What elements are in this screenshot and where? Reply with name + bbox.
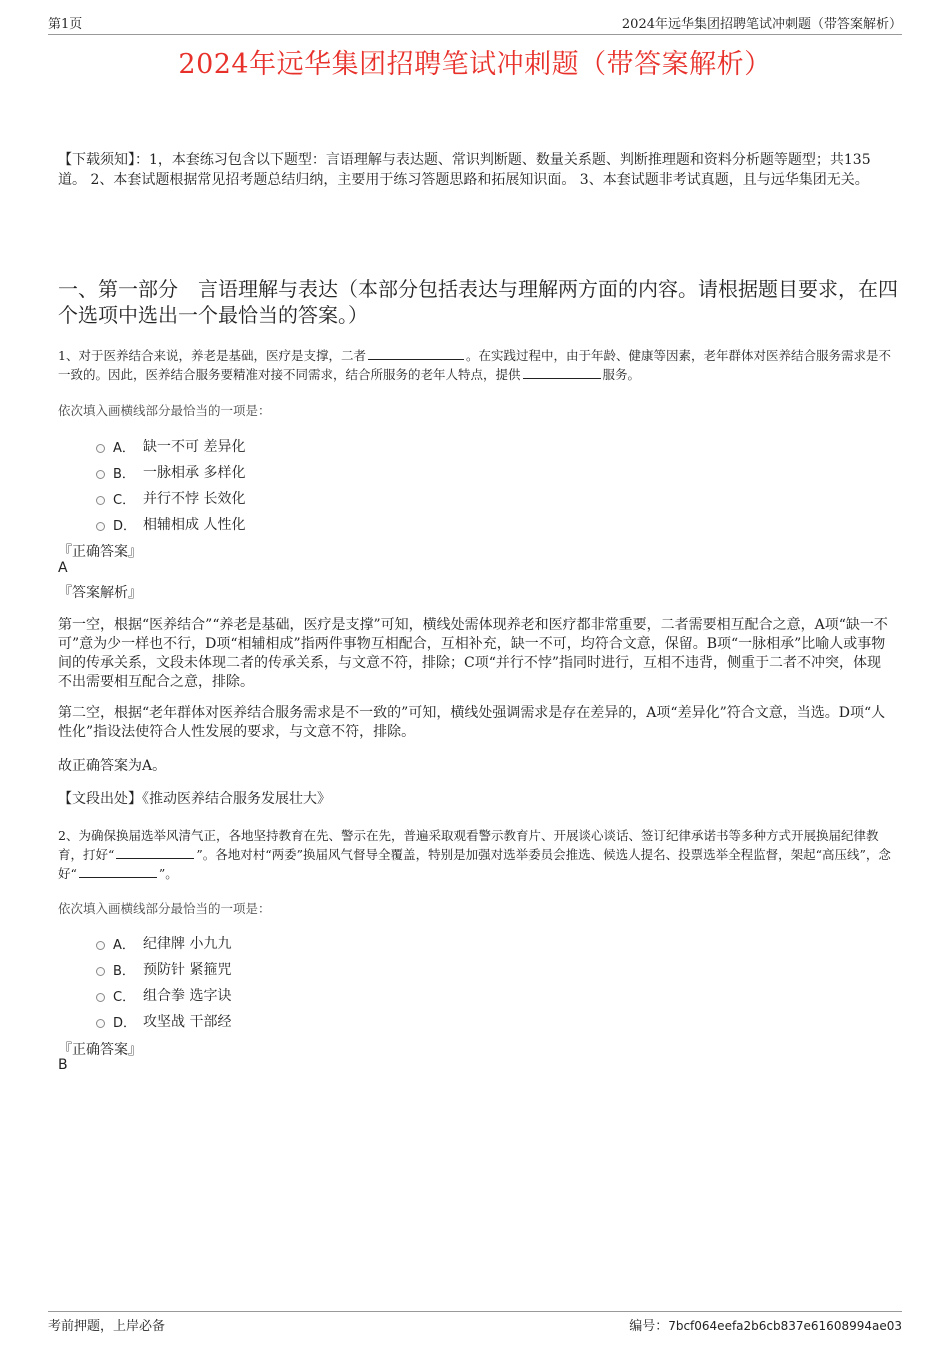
- radio-icon[interactable]: [96, 444, 105, 453]
- analysis-conclusion: 故正确答案为A。: [58, 758, 167, 774]
- question-2-stem: [58, 826, 898, 883]
- stem-text: 1、对于医养结合来说，养老是基础，医疗是支撑，二者: [58, 348, 366, 363]
- option-letter: D．: [113, 1015, 137, 1031]
- download-notice: 【下载须知】：1，本套练习包含以下题型：言语理解与表达题、常识判断题、数量关系题、判断推理题和资料分析题等题型；共135道。 2、本套试题根据常见招考题总结归纳，主要用于练习答题思路和拓展知识面。 3、本套试题非考试真题，且与远华集团无关。: [58, 152, 871, 188]
- question-2-options: [96, 930, 231, 1034]
- radio-icon[interactable]: [96, 941, 105, 950]
- stem-text: 服务。: [602, 367, 641, 382]
- radio-icon[interactable]: [96, 1019, 105, 1028]
- section-heading: 一、第一部分 言语理解与表达（本部分包括表达与理解两方面的内容。请根据题目要求，在四个选项中选出一个最恰当的答案。）: [58, 277, 898, 327]
- question-1-options: [96, 433, 245, 537]
- correct-answer: B: [58, 1057, 68, 1073]
- analysis-paragraph: 第二空，根据“老年群体对医养结合服务需求是不一致的”可知，横线处强调需求是存在差异的，A项“差异化”符合文意，当选。D项“人性化”指设法使符合人性发展的要求，与文意不符，排除。: [58, 705, 886, 740]
- stem-text: 。在实践过程中，由于年龄、健康等因素，老年群体对医养结合服务需求是不一致的。因此，医养结合服务要精准对接不同需求，结合所服务的老年人特点，提供: [58, 348, 891, 382]
- option-text: 组合拳 选字诀: [143, 988, 232, 1004]
- answer-blank: [368, 347, 464, 360]
- correct-answer-label: 『正确答案』: [58, 1042, 142, 1058]
- answer-blank: [116, 846, 194, 859]
- radio-icon[interactable]: [96, 470, 105, 479]
- footer-slogan: 考前押题，上岸必备: [48, 1319, 166, 1334]
- stem-text: ”。: [158, 866, 178, 881]
- option-d[interactable]: [96, 1008, 231, 1034]
- radio-icon[interactable]: [96, 522, 105, 531]
- analysis-label: 『答案解析』: [58, 585, 142, 601]
- option-letter: C．: [113, 989, 136, 1005]
- radio-icon[interactable]: [96, 967, 105, 976]
- stem-text: ”。各地对村“两委”换届风气督导全覆盖，特别是加强对选举委员会推选、候选人提名、投票选举全程监督，架起“高压线”，念好“: [58, 847, 891, 881]
- code-label: 编号：: [629, 1319, 669, 1334]
- option-d[interactable]: [96, 511, 245, 537]
- question-1-prompt: 依次填入画横线部分最恰当的一项是：: [58, 403, 271, 418]
- radio-icon[interactable]: [96, 993, 105, 1002]
- option-a[interactable]: [96, 930, 231, 956]
- option-text: 缺一不可 差异化: [143, 439, 246, 455]
- option-letter: C．: [113, 492, 136, 508]
- option-c[interactable]: [96, 485, 245, 511]
- option-letter: B．: [113, 466, 135, 482]
- option-letter: B．: [113, 963, 135, 979]
- option-letter: A．: [113, 440, 135, 456]
- page-number: 第1页: [48, 17, 83, 32]
- text-source: 【文段出处】《推动医养结合服务发展壮大》: [58, 791, 331, 807]
- stem-text: 2、为确保换届选举风清气正，各地坚持教育在先、警示在先，普遍采取观看警示教育片、开展谈心谈话、签订纪律承诺书等多种方式开展换届纪律教育，打好“: [58, 828, 879, 862]
- page-header: [48, 14, 902, 35]
- code-value: 7bcf064eefa2b6cb837e61608994ae03: [668, 1319, 902, 1333]
- question-2-prompt: 依次填入画横线部分最恰当的一项是：: [58, 901, 271, 916]
- answer-blank: [523, 366, 601, 379]
- header-doc-title: 2024年远华集团招聘笔试冲刺题（带答案解析）: [621, 17, 902, 32]
- document-title: 2024年远华集团招聘笔试冲刺题（带答案解析）: [178, 49, 772, 80]
- option-text: 预防针 紧箍咒: [143, 962, 232, 978]
- page-footer: [48, 1311, 902, 1334]
- question-1-stem: [58, 346, 898, 384]
- answer-blank: [79, 865, 157, 878]
- radio-icon[interactable]: [96, 496, 105, 505]
- option-letter: A．: [113, 937, 135, 953]
- option-text: 并行不悖 长效化: [143, 491, 246, 507]
- document-code: [629, 1315, 902, 1334]
- option-b[interactable]: [96, 956, 231, 982]
- option-c[interactable]: [96, 982, 231, 1008]
- correct-answer: A: [58, 560, 68, 576]
- option-a[interactable]: [96, 433, 245, 459]
- correct-answer-label: 『正确答案』: [58, 544, 142, 560]
- option-letter: D．: [113, 518, 137, 534]
- option-text: 一脉相承 多样化: [143, 465, 246, 481]
- option-text: 攻坚战 干部经: [143, 1014, 232, 1030]
- option-text: 纪律牌 小九九: [143, 936, 232, 952]
- option-text: 相辅相成 人性化: [143, 517, 246, 533]
- analysis-paragraph: 第一空，根据“医养结合”“养老是基础，医疗是支撑”可知，横线处需体现养老和医疗都非常重要，二者需要相互配合之意，A项“缺一不可”意为少一样也不行，D项“相辅相成”指两件事物互相配合，互相补充，缺一不可，均符合文意，保留。B项“一脉相承”比喻人或事物间的传承关系，文段未体现二者的传承关系，与文意不符，排除；C项“并行不悖”指同时进行，互相不违背，侧重于二者不冲突，体现不出需要相互配合之意，排除。: [58, 617, 888, 690]
- option-b[interactable]: [96, 459, 245, 485]
